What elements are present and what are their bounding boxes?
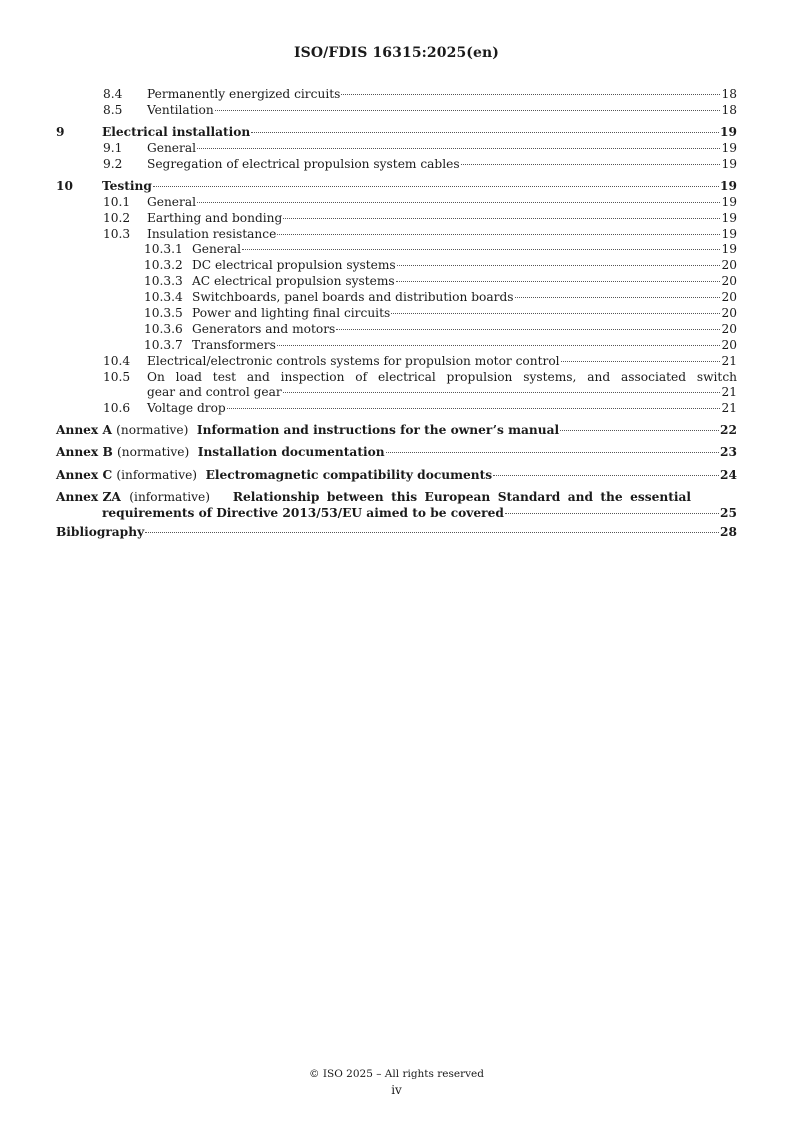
toc-title: Electrical installation <box>102 124 251 139</box>
dot-leader <box>227 408 721 409</box>
toc-title-part-2: gear and control gear <box>147 385 282 400</box>
toc-page: 19 <box>721 194 737 209</box>
toc-title: Bibliography <box>56 525 145 540</box>
annex-kind: (informative) <box>129 489 210 504</box>
toc-title-part-1: Relationship between this European Standard and the essential <box>232 489 691 504</box>
dot-leader <box>461 164 721 165</box>
toc-page: 19 <box>721 226 737 241</box>
toc-title: Ventilation <box>147 102 214 117</box>
toc-title: General <box>192 242 241 257</box>
annex-za-line-2 <box>56 506 737 522</box>
toc-page: 19 <box>721 156 737 171</box>
dot-leader <box>336 329 720 330</box>
toc-number: 9 <box>56 124 65 139</box>
page-number: iv <box>391 1083 402 1097</box>
toc-number: 10.3.4 <box>144 290 183 305</box>
toc-page: 28 <box>720 525 737 540</box>
toc-page: 21 <box>721 353 737 368</box>
document-header: ISO/FDIS 16315:2025(en) <box>293 45 500 61</box>
dot-leader <box>515 297 721 298</box>
toc-entry-annex-b[interactable] <box>56 445 737 461</box>
toc-page: 25 <box>720 505 737 520</box>
dot-leader <box>283 392 721 393</box>
copyright-notice: © ISO 2025 – All rights reserved <box>309 1068 484 1080</box>
dot-leader <box>283 218 720 219</box>
toc-number: 10 <box>56 178 73 193</box>
toc-title: Generators and motors <box>192 321 336 336</box>
toc-entry-10-1[interactable] <box>56 195 737 211</box>
page-footer <box>0 1066 793 1098</box>
dot-leader <box>277 234 720 235</box>
toc-page: 19 <box>720 178 737 193</box>
toc-title: General <box>147 194 196 209</box>
toc-title: Insulation resistance <box>147 226 277 241</box>
toc-page: 20 <box>721 337 737 352</box>
toc-number: 9.2 <box>103 156 123 171</box>
toc-entry-10-5[interactable] <box>56 370 737 402</box>
toc-page: 18 <box>721 87 737 101</box>
toc-page: 24 <box>720 467 737 482</box>
toc-entry-10[interactable] <box>56 179 737 195</box>
dot-leader <box>397 265 721 266</box>
toc-title: AC electrical propulsion systems <box>192 274 395 289</box>
toc-page: 20 <box>721 274 737 289</box>
toc-entry-10-3-2[interactable] <box>56 258 737 274</box>
toc-page: 19 <box>720 124 737 139</box>
toc-number: 10.3.7 <box>144 337 183 352</box>
toc-entry-annex-c[interactable] <box>56 468 737 484</box>
toc-number: 10.5 <box>103 369 131 384</box>
toc-title-part-2: requirements of Directive 2013/53/EU aimed to be covered <box>102 505 504 520</box>
toc-title: Permanently energized circuits <box>147 87 341 101</box>
dot-leader <box>560 430 719 431</box>
toc-page: 20 <box>721 305 737 320</box>
toc-entry-10-3-6[interactable] <box>56 322 737 338</box>
dot-leader <box>391 313 720 314</box>
toc-title: Earthing and bonding <box>147 210 283 225</box>
toc-entry-10-4[interactable] <box>56 354 737 370</box>
toc-entry-annex-za[interactable] <box>56 490 737 522</box>
toc-title: DC electrical propulsion systems <box>192 258 396 273</box>
toc-entry-10-3-1[interactable] <box>56 242 737 258</box>
dot-leader <box>215 110 721 111</box>
toc-entry-9-2[interactable] <box>56 157 737 173</box>
annex-kind: (normative) <box>117 445 190 460</box>
annex-label: Annex C <box>56 467 113 482</box>
toc-title: Installation documentation <box>197 445 385 460</box>
dot-leader <box>153 186 719 187</box>
dot-leader <box>277 345 721 346</box>
dot-leader <box>341 94 720 95</box>
annex-kind: (normative) <box>116 423 189 438</box>
annex-za-line-1 <box>56 490 737 506</box>
dot-leader <box>505 513 719 514</box>
dot-leader <box>197 148 720 149</box>
annex-label: Annex B <box>56 445 113 460</box>
toc-entry-10-3-4[interactable] <box>56 290 737 306</box>
toc-number: 9.1 <box>103 140 123 155</box>
toc-title: Information and instructions for the owner’s manual <box>196 423 560 438</box>
toc-number: 10.3.3 <box>144 274 183 289</box>
dot-leader <box>251 132 719 133</box>
toc-entry-10-3-3[interactable] <box>56 274 737 290</box>
toc-number: 10.1 <box>103 194 131 209</box>
toc-page: 21 <box>721 401 737 416</box>
dot-leader <box>242 249 720 250</box>
toc-title: Switchboards, panel boards and distribution boards <box>192 290 514 305</box>
toc-entry-9[interactable] <box>56 125 737 141</box>
toc-entry-10-3-7[interactable] <box>56 338 737 354</box>
toc-page: 19 <box>721 242 737 257</box>
toc-page: 19 <box>721 210 737 225</box>
annex-label: Annex ZA <box>56 489 121 504</box>
dot-leader <box>145 532 719 533</box>
toc-entry-9-1[interactable] <box>56 141 737 157</box>
toc-page: 19 <box>721 140 737 155</box>
toc-number: 10.2 <box>103 210 131 225</box>
toc-page: 20 <box>721 290 737 305</box>
toc-title: Transformers <box>192 337 276 352</box>
toc-title: Electromagnetic compatibility documents <box>205 467 493 482</box>
toc-number: 10.6 <box>103 401 131 416</box>
annex-kind: (informative) <box>116 467 198 482</box>
toc-number: 10.3.5 <box>144 305 183 320</box>
toc-number: 8.5 <box>103 102 123 117</box>
dot-leader <box>396 281 721 282</box>
toc-entry-8-4[interactable] <box>56 87 737 103</box>
dot-leader <box>561 361 721 362</box>
toc-page: 20 <box>721 258 737 273</box>
dot-leader <box>197 202 720 203</box>
table-of-contents <box>56 87 737 541</box>
toc-page: 20 <box>721 321 737 336</box>
toc-title: Power and lighting final circuits <box>192 305 391 320</box>
toc-entry-8-5[interactable] <box>56 103 737 119</box>
toc-number: 10.3 <box>103 226 131 241</box>
toc-title: General <box>147 140 196 155</box>
toc-title-part-1: On load test and inspection of electrical propulsion systems, and associated switch <box>147 369 737 384</box>
toc-page: 22 <box>720 423 737 438</box>
toc-entry-10-3-5[interactable] <box>56 306 737 322</box>
dot-leader <box>493 475 719 476</box>
toc-page: 18 <box>721 102 737 117</box>
toc-number: 10.3.2 <box>144 258 183 273</box>
toc-number: 10.4 <box>103 353 131 368</box>
toc-title-line-1 <box>147 370 737 386</box>
toc-title: Voltage drop <box>147 401 226 416</box>
toc-title: Testing <box>102 178 152 193</box>
toc-number: 8.4 <box>103 87 123 101</box>
toc-title: Electrical/electronic controls systems for propulsion motor control <box>147 353 560 368</box>
toc-number: 10.3.1 <box>144 242 183 257</box>
toc-entry-bibliography[interactable] <box>56 525 737 541</box>
toc-entry-10-6[interactable] <box>56 401 737 417</box>
toc-entry-annex-a[interactable] <box>56 423 737 439</box>
toc-entry-10-3[interactable] <box>56 227 737 243</box>
toc-number: 10.3.6 <box>144 321 183 336</box>
toc-page: 21 <box>721 385 737 400</box>
dot-leader <box>386 452 719 453</box>
toc-entry-10-2[interactable] <box>56 211 737 227</box>
annex-label: Annex A <box>56 423 112 438</box>
toc-title: Segregation of electrical propulsion system cables <box>147 156 460 171</box>
toc-page: 23 <box>720 445 737 460</box>
